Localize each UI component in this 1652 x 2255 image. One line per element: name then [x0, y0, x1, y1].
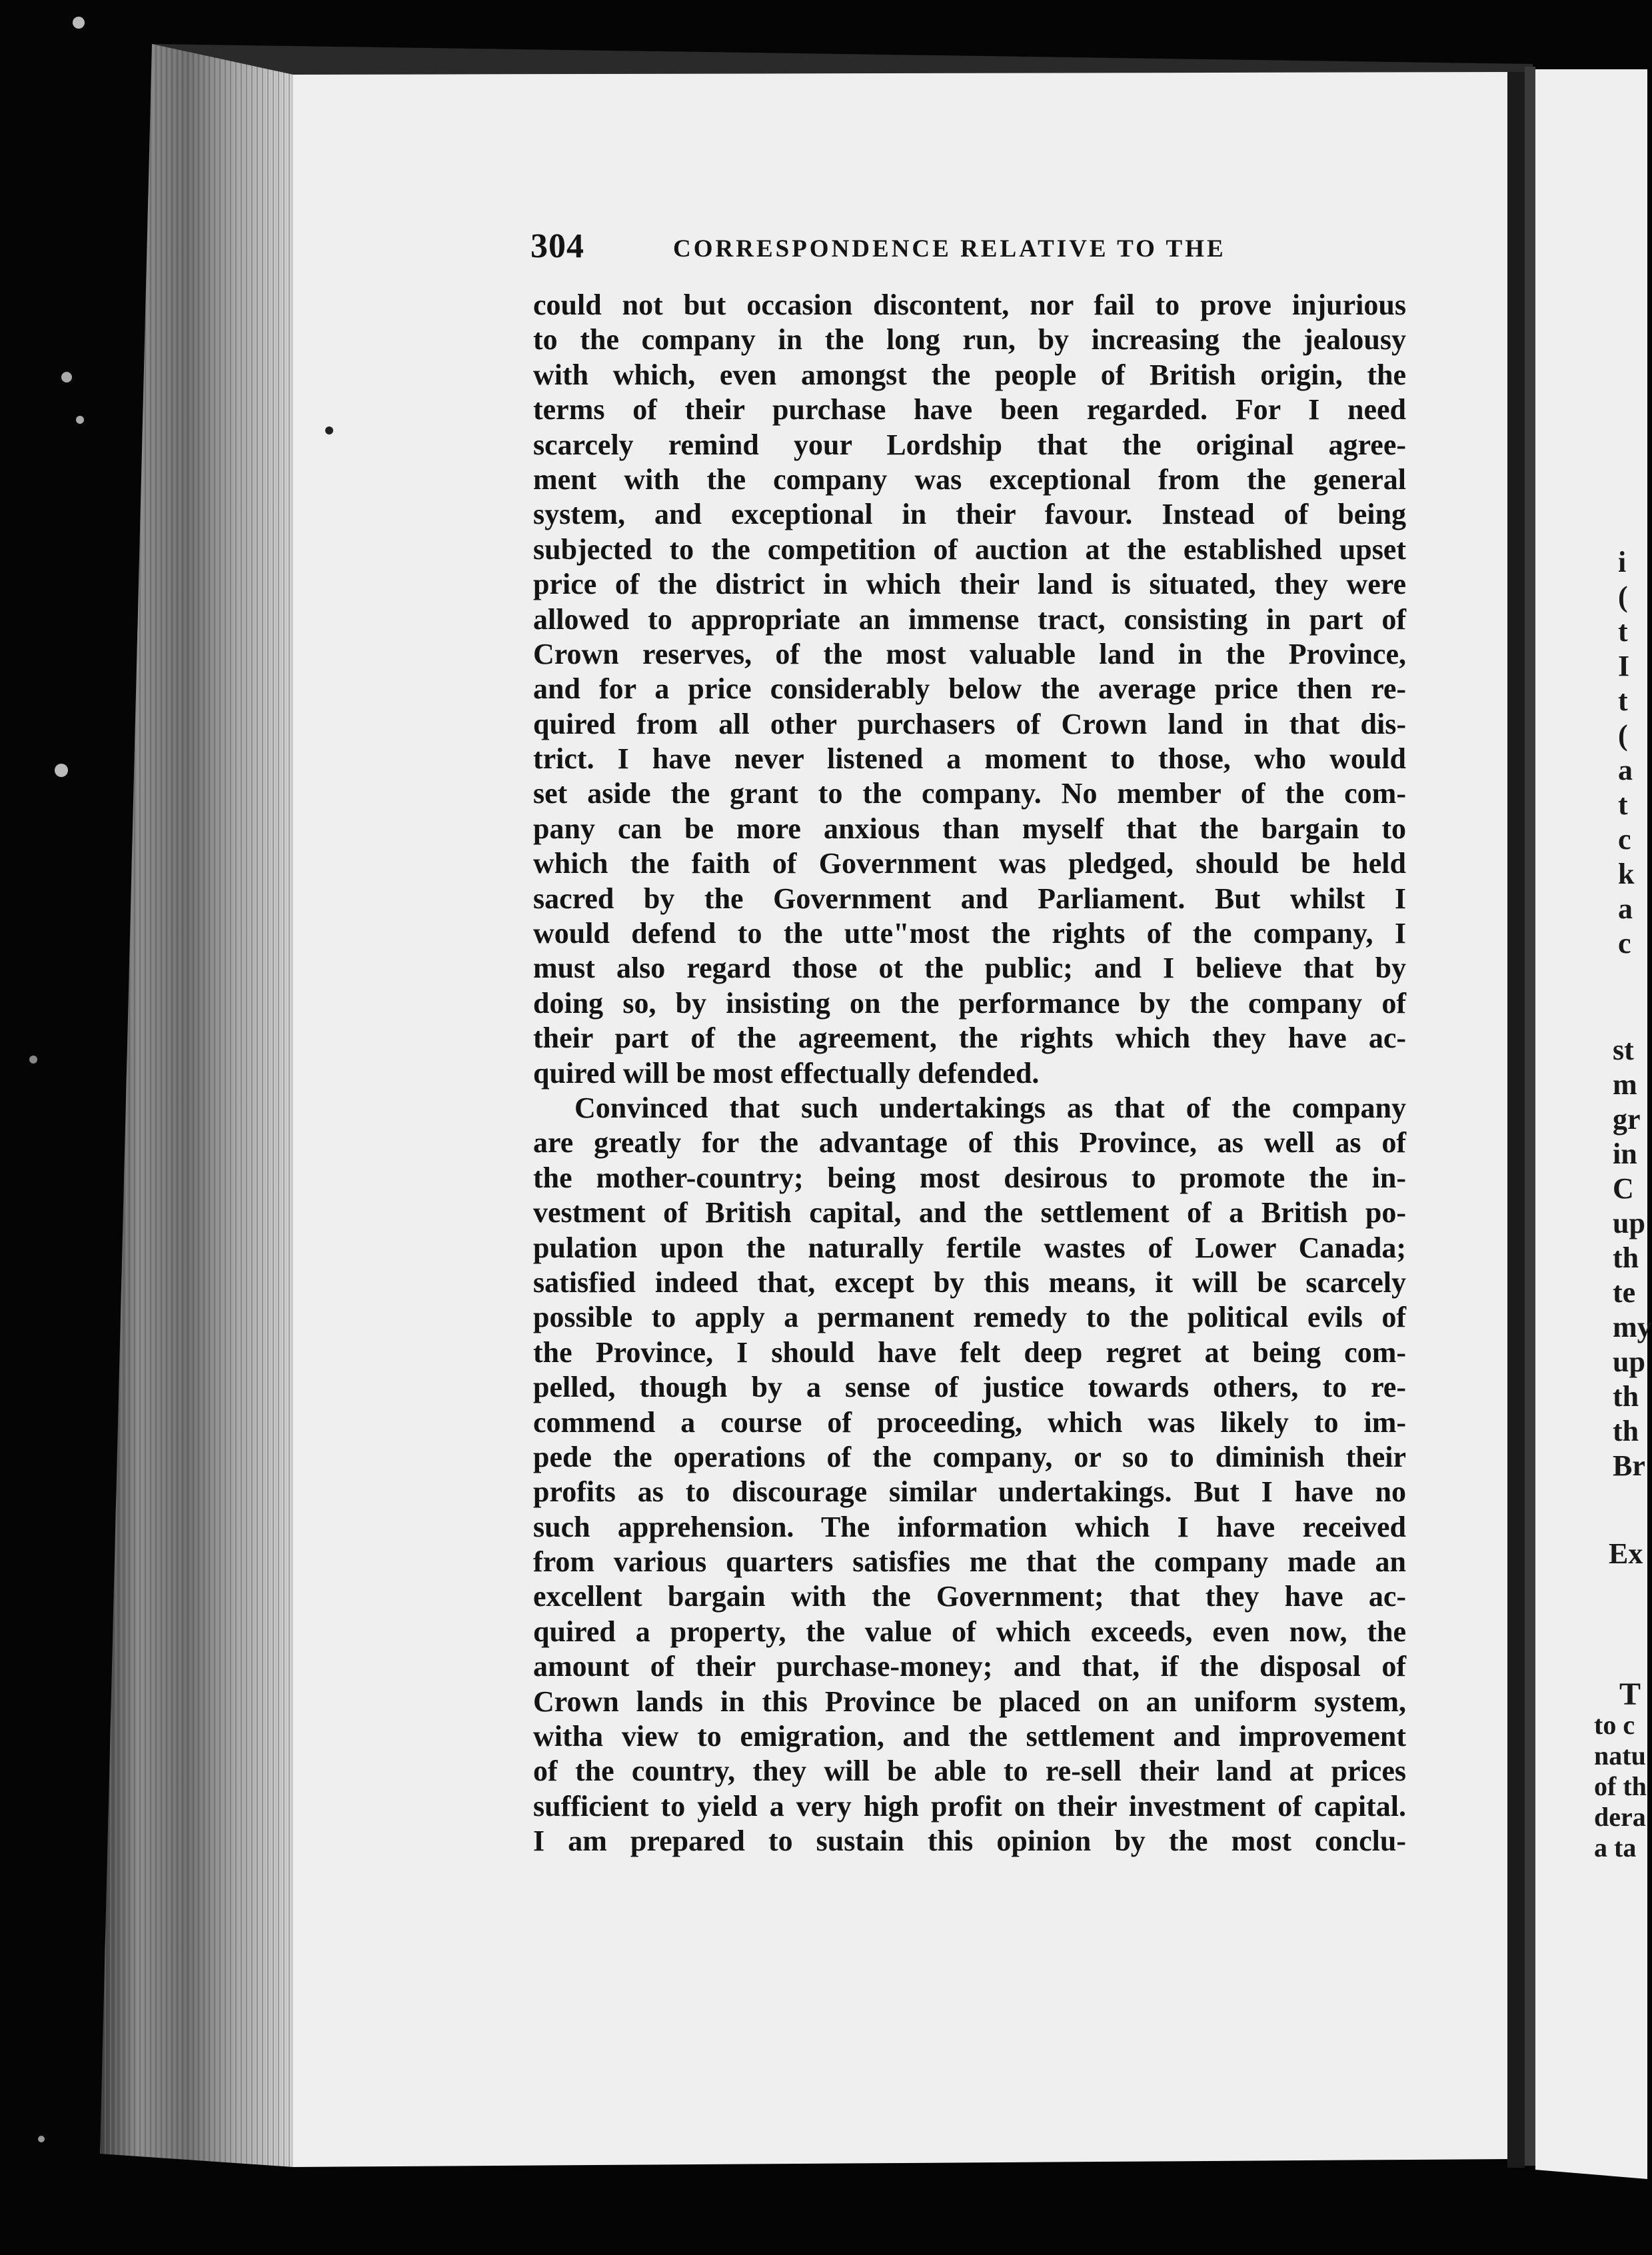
text-line: quired from all other purchasers of Crown land in that dis- [533, 707, 1406, 740]
right-page-column-3 [1594, 1679, 1647, 1863]
text-line: must also regard those ot the public; and I believe that by [533, 952, 1406, 985]
fragment: st [1613, 1034, 1634, 1066]
text-line: and for a price considerably below the average price then re- [533, 672, 1406, 706]
text-line: to the company in the long run, by increasing the jealousy [533, 323, 1406, 357]
text-line: profits as to discourage similar undertakings. But I have no [533, 1475, 1406, 1509]
fragment: m [1613, 1068, 1637, 1101]
fragment: a [1618, 754, 1633, 786]
fragment: th [1613, 1380, 1639, 1413]
fragment: C [1613, 1172, 1634, 1205]
text-line: witha view to emigration, and the settlement and improvement [533, 1720, 1406, 1753]
text-line: pede the operations of the company, or so to diminish their [533, 1440, 1406, 1473]
fragment: t [1618, 684, 1628, 717]
text-line: the Province, I should have felt deep regret at being com- [533, 1335, 1406, 1369]
fragment: Br [1613, 1449, 1645, 1482]
text-line: pulation upon the naturally fertile wastes of Lower Canada; [533, 1231, 1406, 1264]
fragment: T [1619, 1677, 1641, 1712]
text-line: would defend to the utte"most the rights of the company, I [533, 917, 1406, 950]
right-page-column-1 [1618, 545, 1634, 961]
text-line: the mother-country; being most desirous to promote the in- [533, 1161, 1406, 1194]
fragment: dera [1594, 1802, 1646, 1832]
text-line: which the faith of Government was pledged, should be held [533, 847, 1406, 880]
text-line: ment with the company was exceptional from the general [533, 462, 1406, 496]
right-page-heading-fragment: Ex [1609, 1537, 1643, 1570]
text-line: such apprehension. The information which I have received [533, 1510, 1406, 1543]
text-line: from various quarters satisfies me that the company made an [533, 1545, 1406, 1579]
text-line: commend a course of proceeding, which was likely to im- [533, 1405, 1406, 1439]
text-line: are greatly for the advantage of this Province, as well as of [533, 1126, 1406, 1159]
text-line: of the country, they will be able to re-sell their land at prices [533, 1755, 1406, 1788]
text-line: I am prepared to sustain this opinion by the most conclu- [533, 1825, 1406, 1858]
text-line: sacred by the Government and Parliament. But whilst I [533, 882, 1406, 915]
text-line: pany can be more anxious than myself that the bargain to [533, 812, 1406, 845]
text-line: system, and exceptional in their favour. Instead of being [533, 498, 1406, 531]
text-line: trict. I have never listened a moment to those, who would [533, 742, 1406, 776]
fragment: ( [1618, 719, 1628, 752]
text-line: possible to apply a permanent remedy to the political evils of [533, 1301, 1406, 1334]
book-page-left [530, 227, 1406, 1859]
fragment: a ta [1594, 1833, 1637, 1863]
fragment: gr [1613, 1103, 1641, 1135]
text-line: their part of the agreement, the rights which they have ac- [533, 1022, 1406, 1055]
text-line: sufficient to yield a very high profit on their investment of capital. [533, 1789, 1406, 1823]
fragment: t [1618, 788, 1628, 821]
fragment: c [1618, 823, 1631, 856]
page-number: 304 [530, 227, 584, 265]
fragment: th [1613, 1415, 1639, 1447]
paragraph-1 [533, 288, 1406, 1091]
fragment: natu [1594, 1741, 1646, 1771]
text-line: scarcely remind your Lordship that the original agree- [533, 428, 1406, 461]
fragment: te [1613, 1276, 1636, 1309]
text-line: satisfied indeed that, except by this means, it will be scarcely [533, 1265, 1406, 1299]
running-header [530, 227, 1406, 265]
fragment: i [1618, 546, 1627, 578]
fragment: ( [1618, 580, 1628, 613]
fragment: of th [1594, 1771, 1647, 1801]
right-page-column-2 [1613, 1033, 1652, 1483]
text-line: quired a property, the value of which exceeds, even now, the [533, 1615, 1406, 1648]
text-line: terms of their purchase have been regarded. For I need [533, 393, 1406, 426]
text-line: quired will be most effectually defended. [533, 1056, 1040, 1090]
text-line: could not but occasion discontent, nor fail to prove injurious [533, 289, 1406, 321]
running-header-title: CORRESPONDENCE RELATIVE TO THE [673, 235, 1226, 263]
fragment: up [1613, 1207, 1645, 1239]
fragment: c [1618, 927, 1631, 960]
text-line: pelled, though by a sense of justice towards others, to re- [533, 1371, 1406, 1404]
fragment: k [1618, 858, 1635, 890]
text-line: Crown lands in this Province be placed on an uniform system, [533, 1685, 1406, 1718]
text-line: set aside the grant to the company. No member of the com- [533, 777, 1406, 810]
text-line: amount of their purchase-money; and that, if the disposal of [533, 1650, 1406, 1683]
fragment: my [1613, 1311, 1652, 1343]
text-line: excellent bargain with the Government; that they have ac- [533, 1580, 1406, 1613]
text-line: doing so, by insisting on the performance by the company of [533, 986, 1406, 1020]
paragraph-2 [533, 1091, 1406, 1859]
fragment: in [1613, 1137, 1637, 1170]
fragment: to c [1594, 1710, 1635, 1740]
fragment: t [1618, 615, 1628, 648]
text-line: Convinced that such undertakings as that of the company [574, 1091, 1406, 1124]
fragment: I [1618, 650, 1630, 682]
fragment: th [1613, 1241, 1639, 1274]
text-line: allowed to appropriate an immense tract, consisting in part of [533, 602, 1406, 636]
text-line: vestment of British capital, and the settlement of a British po- [533, 1196, 1406, 1229]
text-line: price of the district in which their land is situated, they were [533, 568, 1406, 601]
text-line: Crown reserves, of the most valuable land in the Province, [533, 637, 1406, 670]
fragment: up [1613, 1345, 1645, 1378]
text-line: with which, even amongst the people of British origin, the [533, 358, 1406, 391]
fragment: a [1618, 892, 1633, 925]
text-line: subjected to the competition of auction at the established upset [533, 532, 1406, 566]
